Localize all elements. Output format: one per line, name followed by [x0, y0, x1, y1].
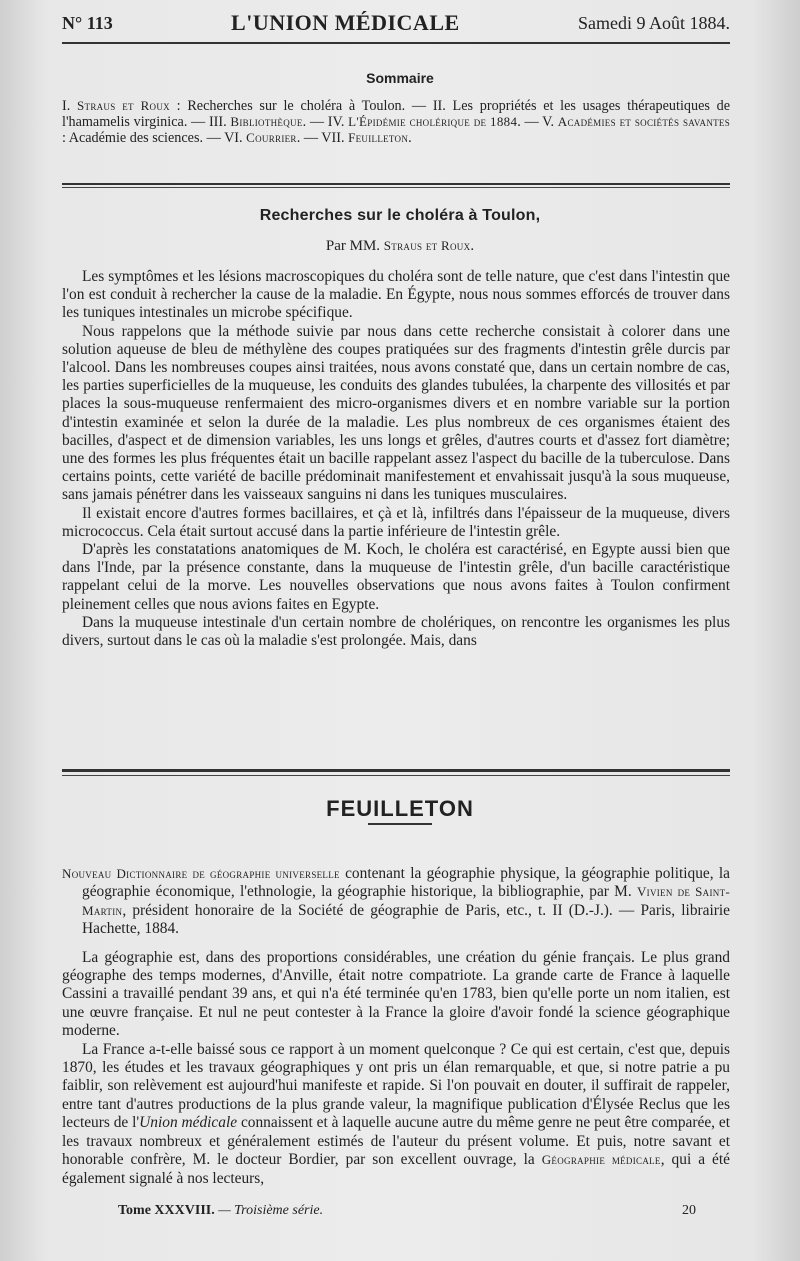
sommaire-item: III. Bibliothèque. — — [208, 114, 328, 130]
feuilleton-body — [62, 865, 730, 1188]
feuilleton-paragraph: La France a-t-elle baissé sous ce rapport à un moment quelconque ? Ce qui est certain, c'est que, depuis 1870, les études et les travaux géographiques y ont pris un élan remarquable, et que, si notre patrie a pu faiblir, son relèvement est aujourd'hui manifeste et rapide. Si l'on pouvait en douter, il suffirait de rappeler, entre tant d'autres productions de la plus grande valeur, la magnifique publication d'Élysée Reclus que les lecteurs de l'Union médicale connaissent et à laquelle aucune autre du même genre ne peut être comparée, et les travaux nombreux et généralement estimés de l'auteur du présent volume. Et puis, notre savant et honorable confrère, M. le docteur Bordier, par son excellent ouvrage, la Géographie médicale, qui a été également signalé à nos lecteurs, — [62, 1040, 730, 1187]
feuilleton-paragraph: La géographie est, dans des proportions considérables, une création du génie français. Le plus grand géographe des temps modernes, d'Anville, était notre compatriote. La grande carte de France à laquelle Cassini a travaillé pendant 39 ans, et qui n'a été terminée qu'en 1783, bien qu'elle porte un nom italien, est une œuvre française. Et nul ne peut contester à la France la gloire d'avoir fondé la science géographique moderne. — [62, 948, 730, 1040]
feuilleton-rule-thin — [62, 775, 730, 776]
journal-title: L'UNION MÉDICALE — [231, 10, 460, 35]
sommaire-rule — [62, 183, 730, 185]
article-title: Recherches sur le choléra à Toulon, — [259, 207, 541, 224]
feuilleton-rule — [62, 769, 730, 772]
bibliographic-entry: Nouveau Dictionnaire de géographie universelle contenant la géographie physique, la géographie politique, la géographie économique, l'ethnologie, la géographie historique, la bibliographie, par M. Vivien de Saint-Martin, président honoraire de la Société de géographie de Paris, etc., t. II (D.-J.). — Paris, librairie Hachette, 1884. — [62, 865, 730, 938]
header-rule — [62, 42, 730, 44]
article-paragraph: Dans la muqueuse intestinale d'un certain nombre de cholériques, on rencontre les organismes les plus divers, surtout dans le cas où la maladie s'est prolongée. Mais, dans — [62, 613, 730, 650]
feuilleton-underline — [368, 823, 432, 825]
tome-info: Tome XXXVIII. — Troisième série. — [118, 1203, 324, 1218]
issue-date: Samedi 9 Août 1884. — [577, 12, 730, 33]
article-body — [62, 268, 730, 650]
issue-number: N° 113 — [62, 12, 113, 33]
page-header — [62, 8, 730, 38]
sommaire-item: VI. Courrier. — — [224, 130, 322, 146]
article-authors: Par MM. Straus et Roux. — [325, 238, 475, 254]
page-number: 20 — [682, 1203, 696, 1218]
sommaire-contents — [62, 98, 730, 146]
sommaire-title: Sommaire — [366, 70, 434, 86]
sommaire-item: I. Straus et Roux : Recherches sur le choléra à Toulon. — — [62, 98, 433, 114]
sommaire-item: V. Académies et sociétés savantes : Académie des sciences. — — [62, 114, 731, 146]
article-paragraph: D'après les constatations anatomiques de M. Koch, le choléra est caractérisé, en Egypte aussi bien que dans l'Inde, par la présence constante, dans la muqueuse de l'intestin grêle, d'un bacille caractéristique rappelant celui de la morve. Les nouvelles observations que nous avons faites à Toulon confirment pleinement celles que nous avions faites en Egypte. — [62, 541, 730, 613]
article-paragraph: Nous rappelons que la méthode suivie par nous dans cette recherche consistait à colorer dans une solution aqueuse de bleu de méthylène des coupes pratiquées sur des fragments d'intestin grêle durcis par l'alcool. Dans les nombreuses coupes ainsi traitées, nous avons constaté que, dans un certain nombre de cas, les parties superficielles de la muqueuse, les conduits des glandes tubulées, la charpente des villosités et par places la sous-muqueuse renfermaient des micro-organismes divers et en nombre variable sur la portion d'intestin examinée et selon la durée de la maladie. Les plus nombreux de ces organismes étaient des bacilles, d'aspect et de dimension variables, les uns longs et grêles, d'autres courts et d'assez fort diamètre; une des formes les plus fréquentes était un bacille rappelant assez l'aspect du bacille de la tuberculose. Dans certains points, cette variété de bacille prédominait manifestement et envahissait jusqu'à la sous muqueuse, sans jamais pénétrer dans les vaisseaux sanguins ni dans les tuniques musculaires. — [62, 322, 730, 504]
article-paragraph: Les symptômes et les lésions macroscopiques du choléra sont de telle nature, que c'est dans l'intestin que l'on est conduit à rechercher la cause de la maladie. En Égypte, nous nous sommes efforcés de trouver dans les tuniques intestinales un microbe spécifique. — [62, 268, 730, 322]
sommaire-item: VII. Feuilleton. — [321, 130, 412, 146]
feuilleton-title: FEUILLETON — [326, 796, 474, 821]
sommaire-item: II. Les propriétés et les usages thérapeutiques de l'hamamelis virginica. — — [62, 98, 731, 130]
article-paragraph: Il existait encore d'autres formes bacillaires, et çà et là, infiltrés dans l'épaisseur de la muqueuse, divers micrococcus. Cela était surtout accusé dans la partie inférieure de l'intestin grêle. — [62, 504, 730, 540]
page-footer — [118, 1203, 696, 1219]
sommaire-item: IV. L'Épidémie cholérique de 1884. — — [327, 114, 543, 130]
